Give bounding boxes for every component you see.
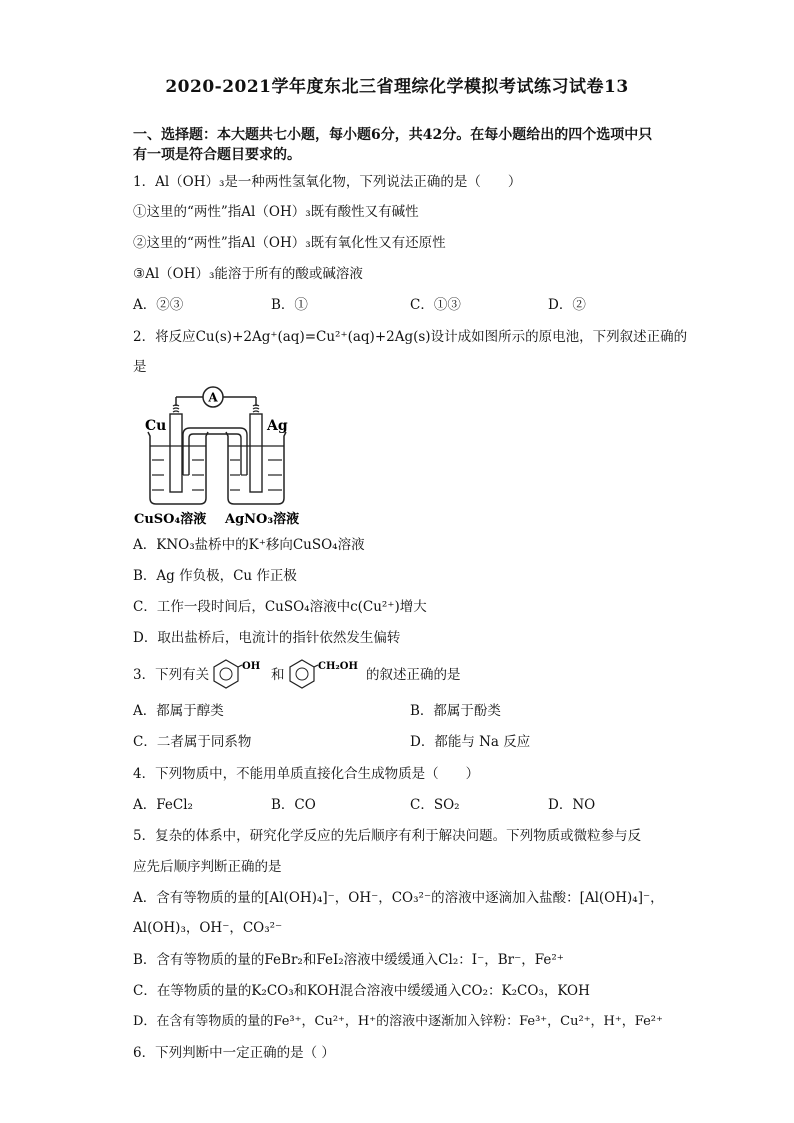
phenol-oh-label: OH xyxy=(242,661,261,672)
q1-option-b: B．① xyxy=(271,297,308,313)
section-header-line1: 一、选择题：本大题共七小题，每小题6分，共42分。在每小题给出的四个选项中只 xyxy=(133,127,653,143)
q2-option-d: D．取出盐桥后，电流计的指针依然发生偏转 xyxy=(133,630,401,646)
q6-stem: 6．下列判断中一定正确的是（ ） xyxy=(133,1045,335,1061)
benzyl-ch2oh-label: CH₂OH xyxy=(318,661,358,672)
right-solution-label: AgNO₃溶液 xyxy=(225,512,300,527)
galvanic-cell-figure xyxy=(128,380,318,530)
q5-option-a-line2: Al(OH)₃，OH⁻，CO₃²⁻ xyxy=(133,920,283,936)
phenol-structure xyxy=(212,658,264,690)
q1-option-d: D．② xyxy=(548,297,586,313)
q1-statement-2: ②这里的“两性”指Al（OH）₃既有氧化性又有还原性 xyxy=(133,235,446,251)
ag-electrode xyxy=(250,414,262,492)
page-title: 2020-2021学年度东北三省理综化学模拟考试练习试卷13 xyxy=(165,77,629,97)
q3-and: 和 xyxy=(271,667,285,683)
q1-option-c: C．①③ xyxy=(410,297,461,313)
q1-stem: 1．Al（OH）₃是一种两性氢氧化物，下列说法正确的是（ ） xyxy=(133,174,522,190)
ammeter-label: A xyxy=(208,390,218,405)
cu-label: Cu xyxy=(145,418,167,434)
section-header-line2: 有一项是符合题目要求的。 xyxy=(133,147,301,163)
q3-stem-prefix: 3．下列有关 xyxy=(133,667,210,683)
q1-statement-1: ①这里的“两性”指Al（OH）₃既有酸性又有碱性 xyxy=(133,204,419,220)
benzyl-alcohol-structure xyxy=(288,658,360,690)
q2-option-a: A．KNO₃盐桥中的K⁺移向CuSO₄溶液 xyxy=(133,537,365,553)
q2-stem-line1: 2．将反应Cu(s)+2Ag⁺(aq)=Cu²⁺(aq)+2Ag(s)设计成如图所示的原电池，下列叙述正确的 xyxy=(133,329,688,345)
q3-option-a: A．都属于醇类 xyxy=(133,703,224,719)
cu-electrode xyxy=(170,414,182,492)
q5-option-d: D．在含有等物质的量的Fe³⁺，Cu²⁺，H⁺的溶液中逐渐加入锌粉：Fe³⁺，Cu²⁺，H⁺，Fe²⁺ xyxy=(133,1014,663,1029)
q4-option-d: D．NO xyxy=(548,797,596,813)
q5-option-a-line1: A．含有等物质的量的[Al(OH)₄]⁻，OH⁻，CO₃²⁻的溶液中逐滴加入盐酸：[Al(OH)₄]⁻， xyxy=(133,890,664,906)
q5-stem-line1: 5．复杂的体系中，研究化学反应的先后顺序有利于解决问题。下列物质或微粒参与反 xyxy=(133,828,642,844)
q3-option-c: C．二者属于同系物 xyxy=(133,734,252,750)
q4-option-a: A．FeCl₂ xyxy=(133,797,193,813)
q5-option-b: B．含有等物质的量的FeBr₂和FeI₂溶液中缓缓通入Cl₂：I⁻，Br⁻，Fe²⁺ xyxy=(133,952,564,968)
q1-option-a: A．②③ xyxy=(133,297,184,313)
q4-option-c: C．SO₂ xyxy=(410,797,460,813)
q5-stem-line2: 应先后顺序判断正确的是 xyxy=(133,859,282,875)
q3-option-b: B．都属于酚类 xyxy=(410,703,501,719)
left-solution-label: CuSO₄溶液 xyxy=(134,512,207,527)
q4-stem: 4．下列物质中，不能用单质直接化合生成物质是（ ） xyxy=(133,766,480,782)
q2-option-b: B．Ag 作负极，Cu 作正极 xyxy=(133,568,297,584)
q4-option-b: B．CO xyxy=(271,797,316,813)
salt-bridge xyxy=(183,428,247,475)
q3-stem-suffix: 的叙述正确的是 xyxy=(366,667,461,683)
q5-option-c: C．在等物质的量的K₂CO₃和KOH混合溶液中缓缓通入CO₂：K₂CO₃，KOH xyxy=(133,983,590,999)
q2-stem-line2: 是 xyxy=(133,359,147,375)
q1-statement-3: ③Al（OH）₃能溶于所有的酸或碱溶液 xyxy=(133,266,363,282)
q2-option-c: C．工作一段时间后，CuSO₄溶液中c(Cu²⁺)增大 xyxy=(133,599,427,615)
ag-label: Ag xyxy=(267,418,288,434)
q3-option-d: D．都能与 Na 反应 xyxy=(410,734,531,750)
